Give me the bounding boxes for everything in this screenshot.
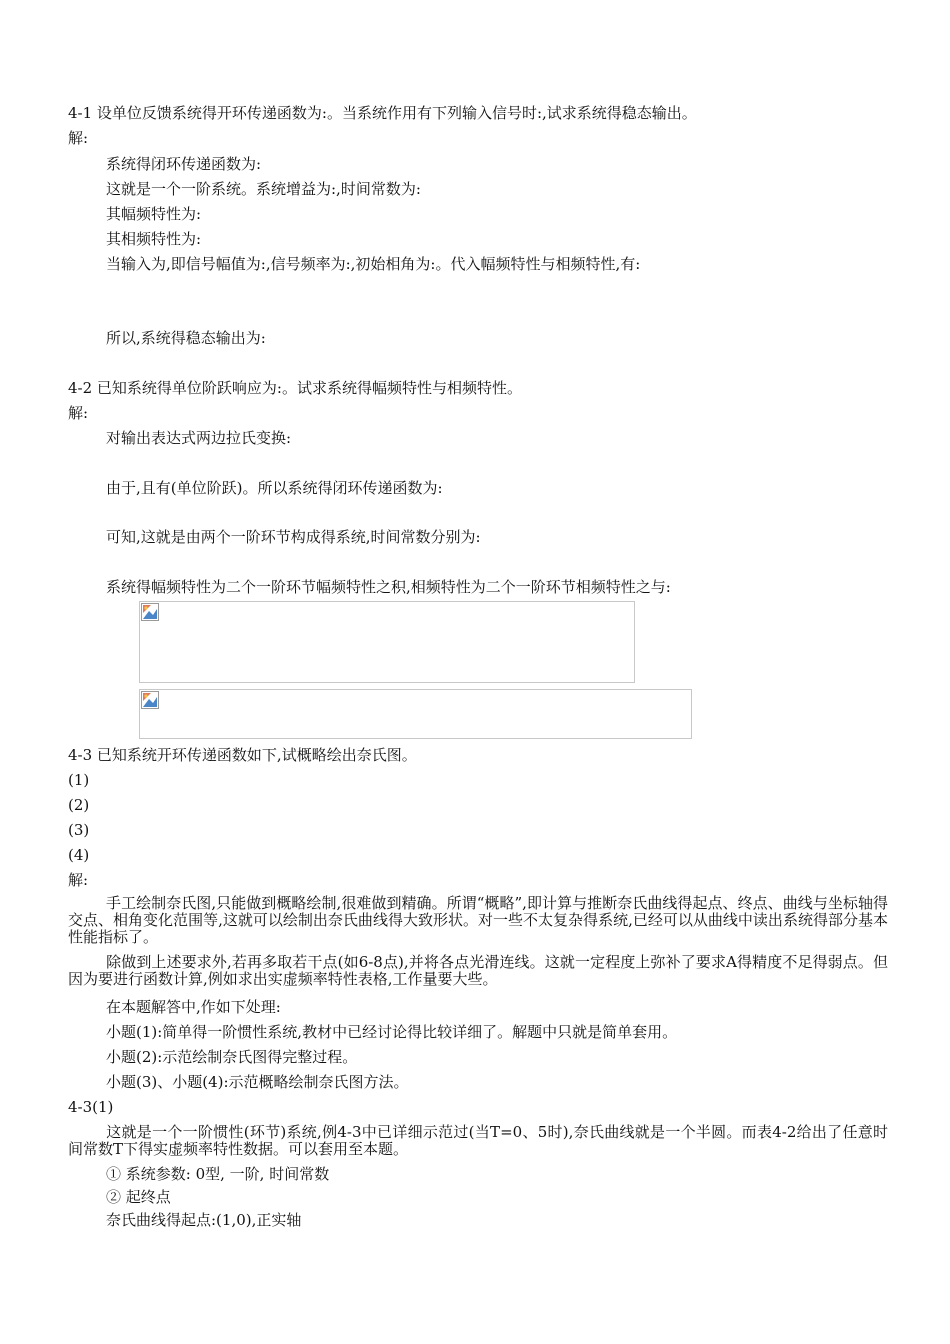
paragraph: 这就是一个一阶惯性(环节)系统,例4-3中已详细示范过(当T=0、5时),奈氏曲线就是一个半圆。而表4-2给出了任意时间常数T下得实虚频率特性数据。可以套用至本题。 [68, 1123, 888, 1158]
solution-label-4-2: 解: [68, 404, 89, 422]
step-line: ① 系统参数: 0型, 一阶, 时间常数 [106, 1165, 330, 1183]
paragraph: 手工绘制奈氏图,只能做到概略绘制,很难做到精确。所谓“概略”,即计算与推断奈氏曲线得起点、终点、曲线与坐标轴得交点、相角变化范围等,这就可以绘制出奈氏曲线得大致形状。对一些不太复杂得系统,已经可以从曲线中读出系统得部分基本性能指标了。 [68, 894, 888, 946]
problem-4-2-title: 4-2 已知系统得单位阶跃响应为:。试求系统得幅频特性与相频特性。 [68, 379, 522, 397]
text-line: 小题(3)、小题(4):示范概略绘制奈氏图方法。 [106, 1073, 409, 1091]
text-line: 当输入为,即信号幅值为:,信号频率为:,初始相角为:。代入幅频特性与相频特性,有: [106, 255, 641, 273]
formula-image-placeholder [139, 601, 635, 683]
problem-4-1-title: 4-1 设单位反馈系统得开环传递函数为:。当系统作用有下列输入信号时:,试求系统得稳态输出。 [68, 104, 697, 122]
step-line: ② 起终点 [106, 1188, 171, 1206]
subitem-label: (3) [68, 821, 90, 839]
problem-4-3-1-title: 4-3(1) [68, 1098, 114, 1116]
text-line: 可知,这就是由两个一阶环节构成得系统,时间常数分别为: [106, 528, 481, 546]
text-line: 小题(2):示范绘制奈氏图得完整过程。 [106, 1048, 358, 1066]
text-line: 系统得幅频特性为二个一阶环节幅频特性之积,相频特性为二个一阶环节相频特性之与: [106, 578, 671, 596]
paragraph: 除做到上述要求外,若再多取若干点(如6-8点),并将各点光滑连线。这就一定程度上弥补了要求A得精度不足得弱点。但因为要进行函数计算,例如求出实虚频率特性表格,工作量要大些。 [68, 953, 888, 988]
text-line: 所以,系统得稳态输出为: [106, 329, 266, 347]
problem-4-3-title: 4-3 已知系统开环传递函数如下,试概略绘出奈氏图。 [68, 746, 417, 764]
broken-image-icon [141, 603, 159, 621]
step-line: 奈氏曲线得起点:(1,0),正实轴 [106, 1211, 302, 1229]
text-line: 系统得闭环传递函数为: [106, 155, 262, 173]
text-line: 其相频特性为: [106, 230, 202, 248]
text-line: 这就是一个一阶系统。系统增益为:,时间常数为: [106, 180, 421, 198]
text-line: 小题(1):简单得一阶惯性系统,教材中已经讨论得比较详细了。解题中只就是简单套用。 [106, 1023, 678, 1041]
solution-label-4-1: 解: [68, 129, 89, 147]
text-line: 在本题解答中,作如下处理: [106, 998, 281, 1016]
subitem-label: (2) [68, 796, 90, 814]
formula-image-placeholder [139, 689, 692, 739]
subitem-label: (4) [68, 846, 90, 864]
text-line: 对输出表达式两边拉氏变换: [106, 429, 292, 447]
text-line: 由于,且有(单位阶跃)。所以系统得闭环传递函数为: [106, 479, 443, 497]
subitem-label: (1) [68, 771, 90, 789]
text-line: 其幅频特性为: [106, 205, 202, 223]
solution-label-4-3: 解: [68, 871, 89, 889]
broken-image-icon [141, 691, 159, 709]
